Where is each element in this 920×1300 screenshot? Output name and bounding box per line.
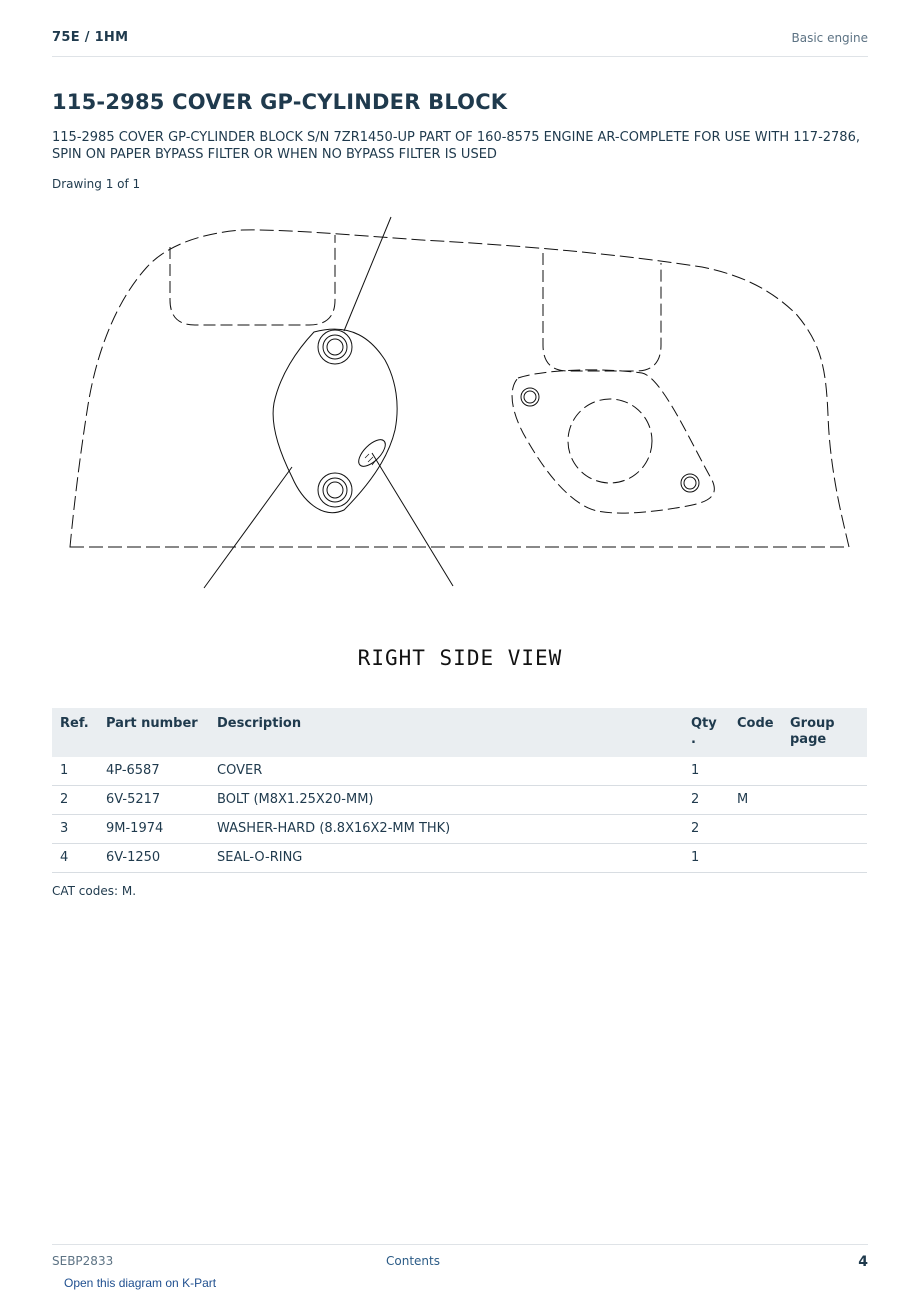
cell-ref: 2 bbox=[52, 786, 98, 815]
cell-qty: 1 bbox=[683, 757, 729, 786]
left-pocket bbox=[170, 235, 335, 325]
cell-part-number: 4P-6587 bbox=[98, 757, 209, 786]
table-row bbox=[52, 815, 867, 844]
table-header-row bbox=[52, 708, 867, 757]
contents-link[interactable]: Contents bbox=[386, 1254, 440, 1268]
view-label: RIGHT SIDE VIEW bbox=[357, 646, 563, 670]
cell-description: SEAL-O-RING bbox=[209, 844, 683, 873]
cell-qty: 2 bbox=[683, 786, 729, 815]
cell-code bbox=[729, 844, 782, 873]
cell-code bbox=[729, 757, 782, 786]
page-header bbox=[52, 28, 868, 57]
block-outline bbox=[70, 230, 849, 547]
cell-group-page bbox=[782, 757, 867, 786]
cell-code bbox=[729, 815, 782, 844]
table-row bbox=[52, 786, 867, 815]
cell-description: COVER bbox=[209, 757, 683, 786]
cover-plate bbox=[273, 329, 397, 512]
cell-group-page bbox=[782, 786, 867, 815]
header-group-page: Group page bbox=[782, 708, 867, 757]
header-ref: Ref. bbox=[52, 708, 98, 757]
cell-ref: 4 bbox=[52, 844, 98, 873]
cell-ref: 1 bbox=[52, 757, 98, 786]
model-label: 75E / 1HM bbox=[52, 30, 129, 45]
document-id: SEBP2833 bbox=[52, 1254, 114, 1268]
section-label: Basic engine bbox=[791, 31, 868, 45]
drawing-count: Drawing 1 of 1 bbox=[52, 177, 141, 191]
part-description: 115-2985 COVER GP-CYLINDER BLOCK S/N 7ZR1450-UP PART OF 160-8575 ENGINE AR-COMPLETE FOR USE WITH 117-2786, SPIN ON PAPER BYPASS FILTER OR WHEN NO BYPASS FILTER IS USED bbox=[52, 130, 860, 162]
cell-ref: 3 bbox=[52, 815, 98, 844]
parts-diagram bbox=[52, 205, 868, 600]
header-part-number: Part number bbox=[98, 708, 209, 757]
cell-group-page bbox=[782, 844, 867, 873]
cell-description: WASHER-HARD (8.8X16X2-MM THK) bbox=[209, 815, 683, 844]
cell-code: M bbox=[729, 786, 782, 815]
page-title: 115-2985 COVER GP-CYLINDER BLOCK bbox=[52, 90, 508, 114]
table-row bbox=[52, 844, 867, 873]
header-description: Description bbox=[209, 708, 683, 757]
cell-group-page bbox=[782, 815, 867, 844]
cell-qty: 2 bbox=[683, 815, 729, 844]
parts-table bbox=[52, 708, 867, 873]
cat-codes: CAT codes: M. bbox=[52, 884, 137, 898]
page-number: 4 bbox=[858, 1254, 868, 1270]
table-row bbox=[52, 757, 867, 786]
header-code: Code bbox=[729, 708, 782, 757]
header-qty: Qty . bbox=[683, 708, 729, 757]
cell-part-number: 6V-1250 bbox=[98, 844, 209, 873]
cell-part-number: 9M-1974 bbox=[98, 815, 209, 844]
right-pocket bbox=[543, 253, 661, 371]
page-footer bbox=[52, 1244, 868, 1275]
cell-description: BOLT (M8X1.25X20-MM) bbox=[209, 786, 683, 815]
cell-part-number: 6V-5217 bbox=[98, 786, 209, 815]
cell-qty: 1 bbox=[683, 844, 729, 873]
right-flange bbox=[512, 370, 714, 513]
kpart-link[interactable]: Open this diagram on K-Part bbox=[64, 1276, 217, 1290]
